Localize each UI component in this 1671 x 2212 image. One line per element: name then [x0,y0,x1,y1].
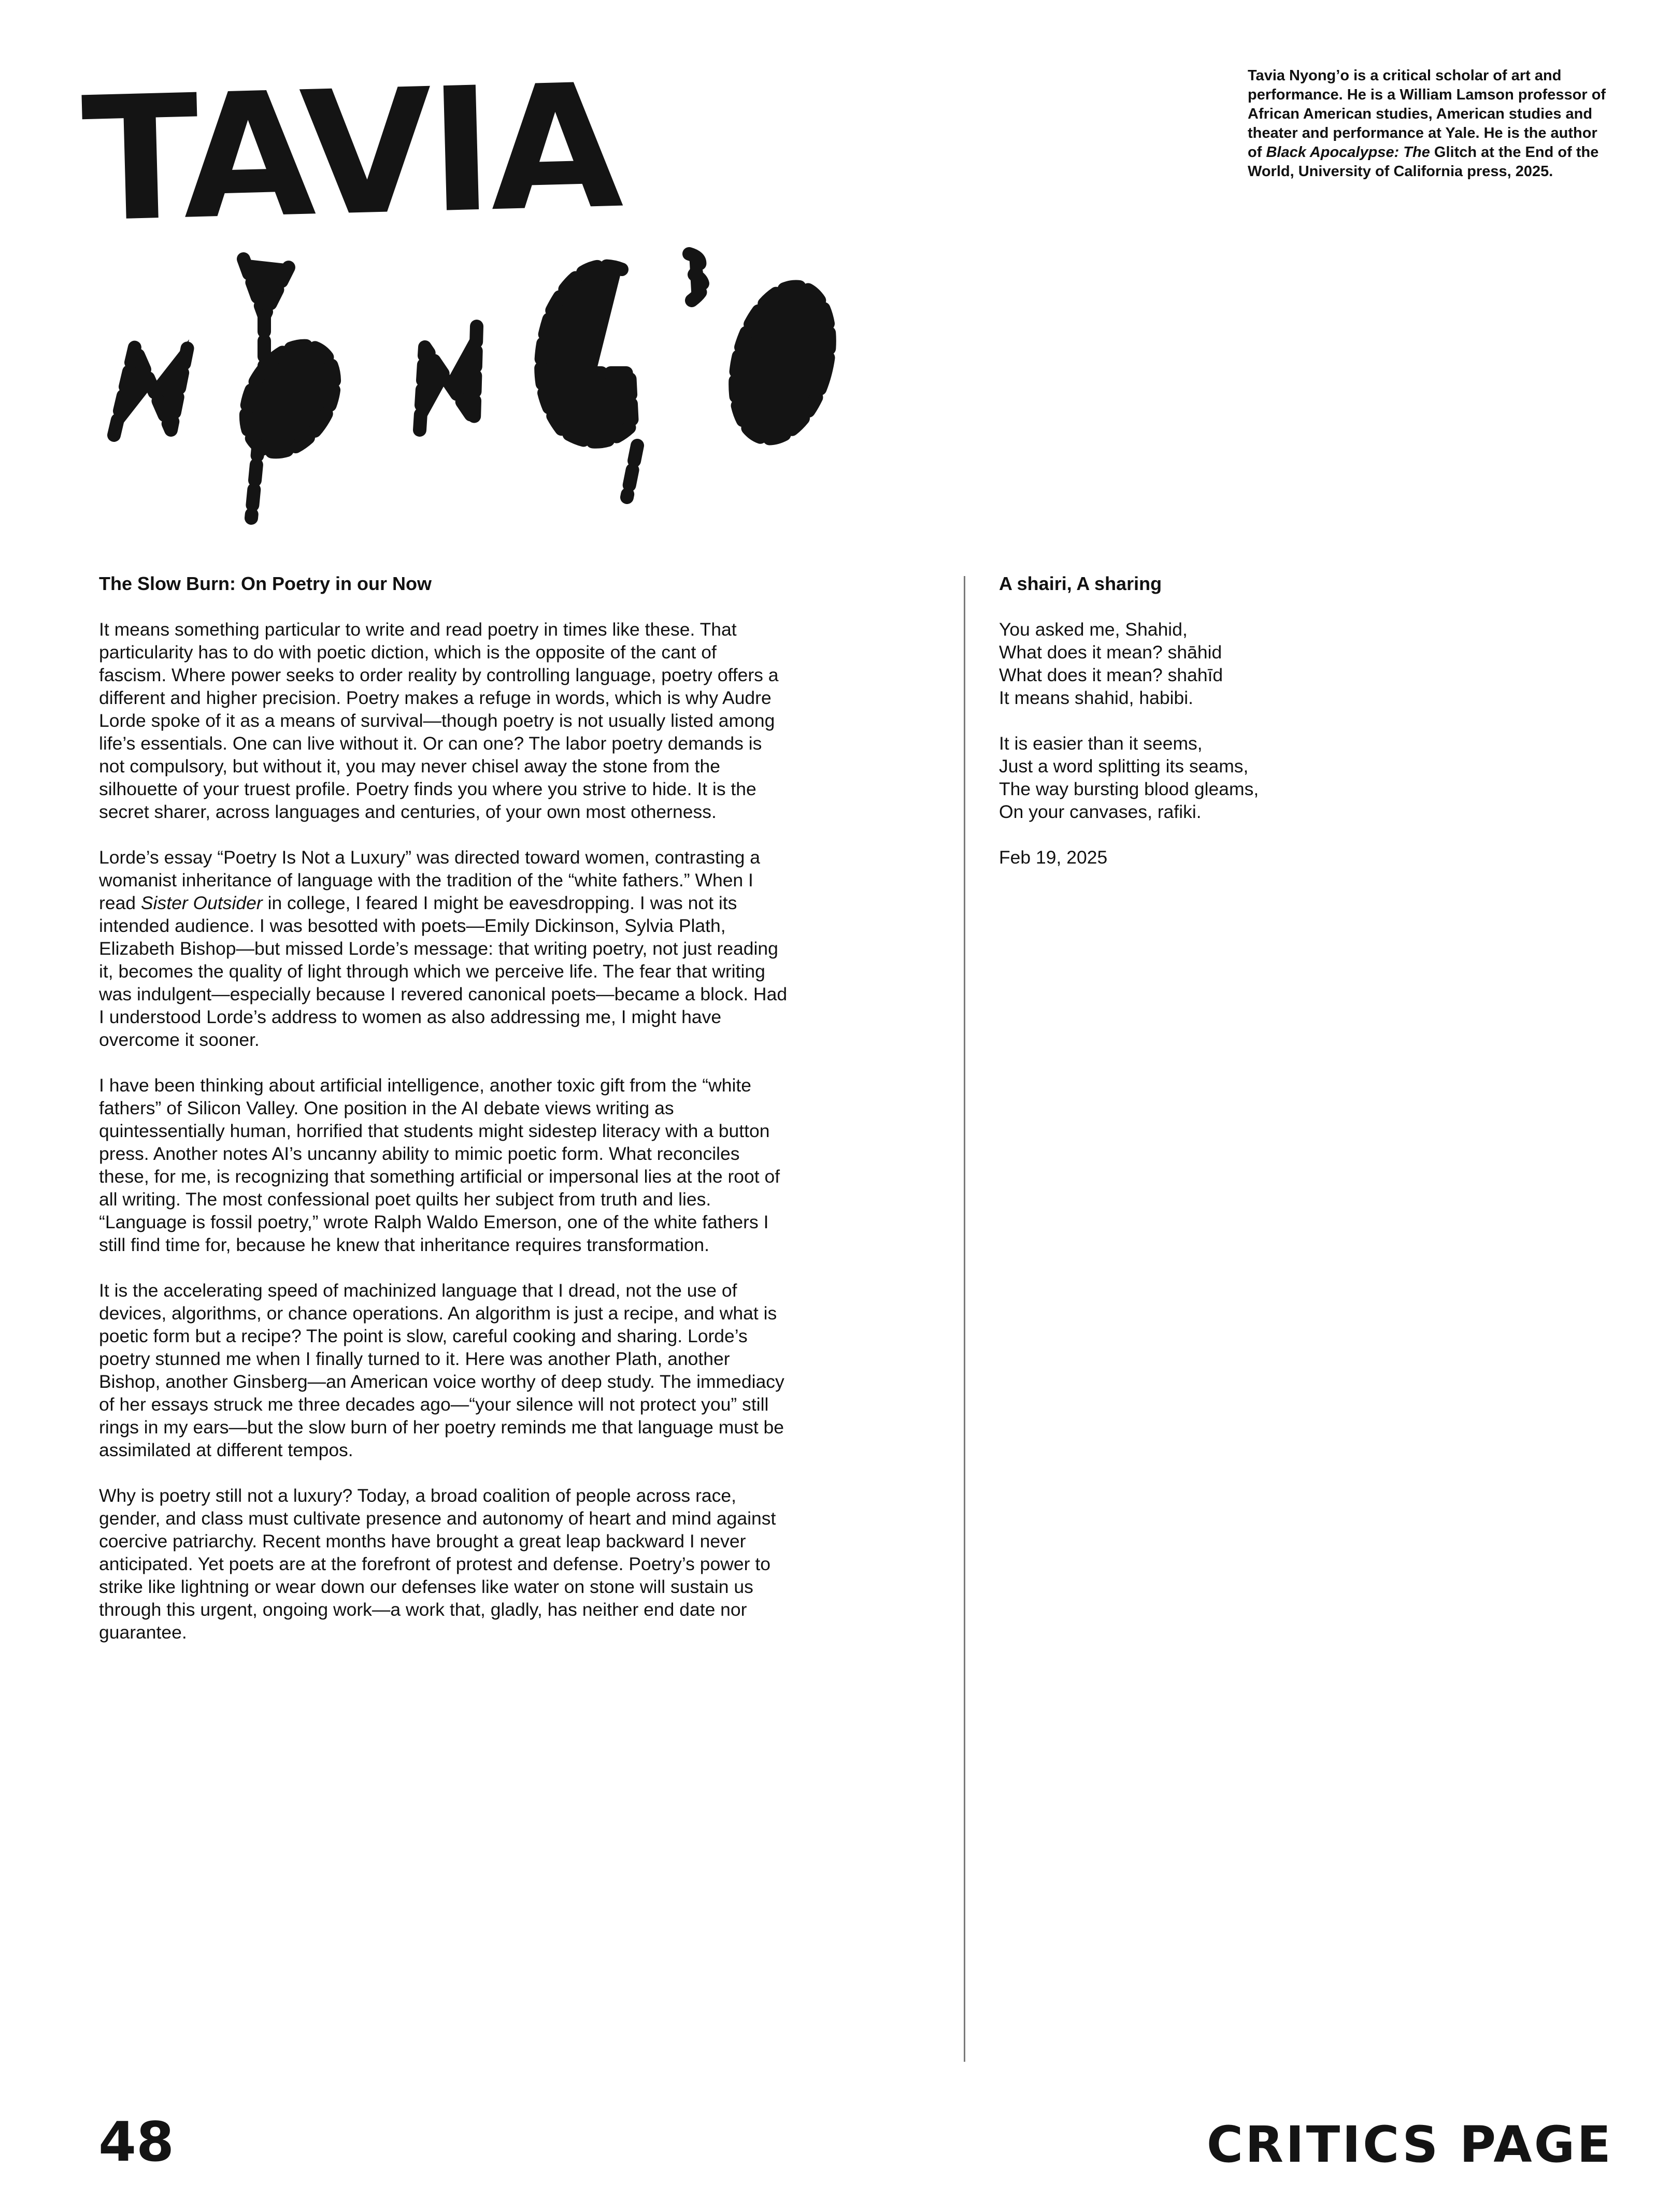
column-divider [964,576,965,2062]
essay-paragraph-2-end: in college, I feared I might be eavesdropping. I was not its intended audience. I was besotted with poets—Emily Dickinson, Sylvia Plath, Elizabeth Bishop—but missed Lorde’s message: that writing poetry, not just reading it, becomes the quality of light through which we perceive life. The fear that writing was indulgent—especially because I revered canonical poets—became a block. Had I understood Lorde’s address to women as also addressing me, I might have overcome it sooner. [99,893,788,1050]
page-number: 48 [98,2110,175,2174]
essay-title: The Slow Burn: On Poetry in our Now [99,573,432,594]
section-name: CRITICS PAGE [1206,2116,1613,2174]
essay-paragraph-5: Why is poetry still not a luxury? Today, a broad coalition of people across race, gender, and class must cultivate presence and autonomy of heart and mind against coercive patriarchy. Recent months have brought a great leap backward I never anticipated. Yet poets are at the forefront of protest and defense. Poetry’s power to strike like lightning or wear down our defenses like water on stone will sustain us through this urgent, ongoing work—a work that, gladly, has neither end date nor guarantee. [99,1485,776,1643]
author-bio [1248,66,1613,181]
bio-text-part1: Tavia Nyong’o is a critical scholar of art and performance. He is a William Lamson professor of African American studies, American studies and theater and performance at Yale. He is the author of [1248,67,1606,161]
poem-line: You asked me, Shahid, [999,619,1188,640]
poem-line: It means shahid, habibi. [999,687,1193,708]
essay-column [99,572,788,1667]
essay-paragraph-3: I have been thinking about artificial intelligence, another toxic gift from the “white fathers” of Silicon Valley. One position in the AI debate views writing as quintessentially human, horrified that students might sidestep literacy with a button press. Another notes AI’s uncanny ability to mimic poetic form. What reconciles these, for me, is recognizing that something artificial or impersonal lies at the root of all writing. The most confessional poet quilts her subject from truth and lies. “Language is fossil poetry,” wrote Ralph Waldo Emerson, one of the white fathers I still find time for, because he knew that inheritance requires transformation. [99,1075,780,1255]
essay-paragraph-4: It is the accelerating speed of machinized language that I dread, not the use of devices, algorithms, or chance operations. An algorithm is just a recipe, and what is poetic form but a recipe? The point is slow, careful cooking and sharing. Lorde’s poetry stunned me when I finally turned to it. Here was another Plath, another Bishop, another Ginsberg—an American voice worthy of deep study. The immediacy of her essays struck me three decades ago—“your silence will not protect you” still rings in my ears—but the slow burn of her poetry reminds me that language must be assimilated at different tempos. [99,1280,784,1460]
essay-paragraph-2-start: Lorde’s essay “Poetry Is Not a Luxury” was directed toward women, contrasting a womanist inheritance of language with the tradition of the “white fathers.” When I read [99,847,760,913]
essay-paragraph-2 [99,846,788,1051]
poem-title: A shairi, A sharing [999,573,1162,594]
author-name-last [93,228,1130,539]
poem-line: The way bursting blood gleams, [999,779,1259,799]
poem-column [999,572,1362,869]
poem-line: On your canvases, rafiki. [999,801,1202,822]
essay-paragraph-1: It means something particular to write and read poetry in times like these. That particularity has to do with poetic diction, which is the opposite of the cant of fascism. Where power seeks to order reality by controlling language, poetry offers a different and higher precision. Poetry makes a refuge in words, which is why Audre Lorde spoke of it as a means of survival—though poetry is not usually listed among life’s essentials. One can live without it. Or can one? The labor poetry demands is not compulsory, but without it, you may never chisel away the stone from the silhouette of your truest profile. Poetry finds you where you strive to hide. It is the secret sharer, across languages and centuries, of your own most otherness. [99,619,779,822]
bio-text-part2: Glitch at the End of the World, University of California press, 2025. [1248,144,1599,180]
author-name-first: TAVIA [80,47,622,260]
essay-book-title: Sister Outsider [140,893,263,913]
poem-line: It is easier than it seems, [999,733,1203,754]
poem-line: Just a word splitting its seams, [999,756,1249,777]
poem-stanza-2 [999,732,1362,823]
bio-book-title: Black Apocalypse: The [1266,144,1430,161]
poem-line: What does it mean? shahīd [999,665,1223,685]
poem-date: Feb 19, 2025 [999,847,1108,868]
poem-line: What does it mean? shāhid [999,642,1222,663]
poem-stanza-1 [999,618,1362,709]
